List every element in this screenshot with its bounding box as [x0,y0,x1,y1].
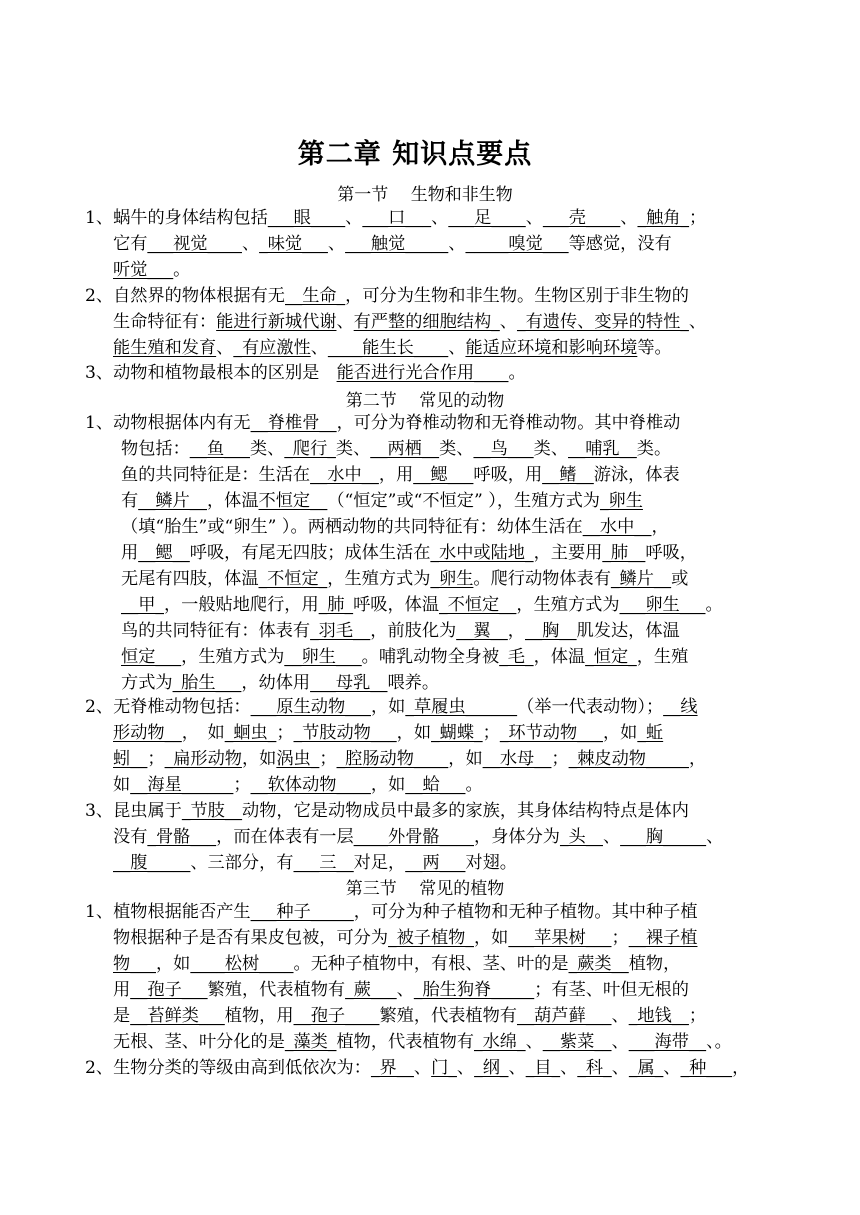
answer-blank: __水母__ [482,749,552,769]
answer-blank: _属_ [628,1058,664,1078]
text-run: ，前肢化为 [370,621,457,641]
answer-blank: 听觉___ [113,260,174,280]
text-run: ， [507,621,525,641]
text-run: ，可分为种子植物和无种子植物。其中种子植 [353,902,698,922]
text-run: 2、自然界的物体根据有无 [85,286,285,306]
answer-blank: __胸__ [524,621,577,641]
answer-blank: _界__ [370,1058,414,1078]
text-run: 类。 [636,439,672,459]
text-run: 3、动物和植物最根本的区别是 [85,363,337,383]
text-line [85,410,680,436]
answer-blank: ___原生动物___ [250,697,371,717]
answer-blank: _不恒定_ [258,569,328,589]
answer-blank: _扁形动物 [164,749,242,769]
text-run: 用 [121,543,139,563]
text-run: 、 [216,338,234,358]
answer-blank: _胎生___ [172,673,242,693]
text-line [121,540,697,566]
text-line [113,231,672,257]
answer-blank: _蕨类__ [568,954,629,974]
text-run: 、三部分，有 [190,853,294,873]
text-run: 1、蜗牛的身体结构包括 [85,208,268,228]
text-run: 等。 [637,338,672,358]
answer-blank: __翼__ [456,621,508,641]
text-run: ； [147,749,165,769]
answer-blank: __鳍__ [542,465,594,485]
text-line [85,360,526,386]
text-run: ，幼体用 [241,673,311,693]
text-run: 鸟的共同特征有：体表有 [121,621,311,641]
answer-blank: ___足____ [448,208,526,228]
text-line [85,899,698,925]
text-line [121,592,723,618]
text-line [121,644,688,670]
answer-blank: _节肢__ [181,801,243,821]
text-run: 、 [706,827,724,847]
answer-blank: 能否进行光合作用____ [336,363,509,383]
answer-blank: ___壳____ [542,208,621,228]
answer-blank: __哺乳__ [568,439,637,459]
text-run: 物根据种子是否有果皮包被，可分为 [113,928,389,948]
text-run: 。无种子植物中，有根、茎、叶的是 [293,954,569,974]
text-run: 或 [671,569,689,589]
text-line [85,798,689,824]
answer-blank: _毛_ [499,647,534,667]
text-run: 、 [499,312,517,332]
text-line [113,720,663,746]
text-run: 。 [508,363,526,383]
answer-blank: _肺__ [602,543,646,563]
answer-blank: __鸟___ [473,439,534,459]
text-run: 等感觉，没有 [568,234,672,254]
text-run: 、 [611,1032,629,1052]
text-run: 呼吸，体温 [353,595,440,615]
text-run: 没有 [113,827,148,847]
answer-blank: __生命_ [285,286,346,306]
answer-blank: ___触觉_____ [345,234,449,254]
text-run: ，如 [473,928,509,948]
answer-blank: _爬行_ [284,439,336,459]
answer-blank: __鱼___ [189,439,250,459]
text-run: ，生殖 [636,647,689,667]
answer-blank: __腹_____ [113,853,191,873]
answer-blank: __鳞片__ [138,491,207,511]
text-run: 有 [121,491,139,511]
answer-blank: _水中或陆地_ [430,543,534,563]
text-run: 呼吸，用 [473,465,543,485]
text-run: ，体温 [206,491,259,511]
answer-blank: ___母乳__ [310,673,388,693]
text-run: 、。 [706,1032,732,1052]
text-run: ， [688,749,707,769]
text-run: 。爬行动物体表有 [473,569,611,589]
answer-blank: __葫芦藓___ [516,1006,612,1026]
text-run: 植物，用 [224,1006,294,1026]
text-run: 对足， [353,853,406,873]
answer-blank: __孢子___ [130,980,208,1000]
text-run: ，而在体表有一层 [216,827,354,847]
answer-blank: _恒定_ [585,647,637,667]
text-line [113,824,723,850]
text-run: 植物，代表植物有 [336,1032,474,1052]
text-run: 、 [620,208,638,228]
text-run: 如 [113,775,131,795]
answer-blank: _胎生狗脊_____ [413,980,535,1000]
text-run: 、 [336,312,354,332]
answer-blank: 形动物__ [113,723,182,743]
text-line [85,1055,749,1081]
answer-blank: ___视觉____ [147,234,242,254]
text-run: 喂养。 [387,673,440,693]
text-run: ； [611,928,629,948]
text-run: 是 [113,1006,131,1026]
answer-blank: _被子植物_ [388,928,474,948]
text-line [85,694,698,720]
text-line [121,514,669,540]
text-run: 、 [448,234,466,254]
text-line [113,335,672,361]
text-line [113,977,689,1003]
answer-blank: __卵生___ [284,647,362,667]
answer-blank: __蛤___ [405,775,466,795]
text-run: 植物， [628,954,681,974]
answer-blank: 物___ [113,954,156,974]
answer-blank: _羽毛__ [310,621,371,641]
answer-blank: 能生殖和发育 [113,338,217,358]
text-run: 呼吸， [645,543,697,563]
answer-blank: __海星______ [130,775,234,795]
answer-blank: ____外骨骼____ [353,827,474,847]
answer-blank: _蛔虫_ [224,723,277,743]
text-run: 动物，它是动物成员中最多的家族，其身体结构特点是体内 [242,801,689,821]
text-run: 繁殖，代表植物有 [207,980,346,1000]
text-run: ，主要用 [533,543,603,563]
text-run: ，如 [602,723,638,743]
text-run: 肌发达，体温 [576,621,680,641]
answer-blank: __紫菜__ [542,1032,612,1052]
answer-blank: _环节动物___ [499,723,603,743]
answer-blank: _种___ [680,1058,733,1078]
answer-blank: _不恒定__ [439,595,517,615]
text-run: （举一代表动物）； [517,697,664,717]
text-run: ，如 [155,954,191,974]
text-run: ； [689,208,707,228]
answer-blank: _肺_ [318,595,354,615]
answer-blank: _目_ [525,1058,561,1078]
answer-blank: _触角_ [637,208,690,228]
answer-blank: _骨骼___ [147,827,217,847]
text-run: ； [482,723,500,743]
text-run: ； [319,749,337,769]
text-run: ，可分为脊椎动物和无脊椎动物。其中脊椎动 [336,413,681,433]
answer-blank: _卵生 [599,491,643,511]
answer-blank: ___胸_____ [620,827,707,847]
text-run: 、 [396,980,414,1000]
text-run: 无根、茎、叶分化的是 [113,1032,285,1052]
text-run: 生命特征有： [113,312,217,332]
answer-blank: __鳃__ [138,543,190,563]
text-run: ， [732,1058,750,1078]
text-run: 。 [173,260,191,280]
answer-blank: _藻类_ [284,1032,337,1052]
answer-blank: __水中__ [310,465,379,485]
text-run: 。哺乳动物全身被 [361,647,500,667]
answer-blank: _科_ [577,1058,612,1078]
text-run: ，身体分为 [474,827,560,847]
text-run: ；有茎、叶但无根的 [534,980,689,1000]
answer-blank: __甲_ [121,595,164,615]
answer-blank: ___三__ [293,853,354,873]
answer-blank: _草履虫______ [405,697,518,717]
answer-blank: 有严整的细胞结构_ [353,312,500,332]
section-heading: 第一节 生物和非生物 [337,185,513,205]
text-run: ，生殖方式为 [516,595,620,615]
answer-blank: ___卵生___ [619,595,706,615]
text-run: 物包括： [121,439,190,459]
answer-blank: 门_ [431,1058,457,1078]
text-run: ； [688,1006,707,1026]
page-title: 第二章 知识点要点 [297,139,533,170]
text-run: ，生殖方式为 [181,647,285,667]
answer-blank: __脊椎骨__ [250,413,337,433]
text-run: ，如 [396,723,432,743]
answer-blank: _____嗅觉___ [465,234,569,254]
text-run: ， [651,517,669,537]
text-run: 方式为 [121,673,173,693]
text-line [113,1029,732,1055]
text-run: ； [233,775,251,795]
answer-blank: __软体动物____ [250,775,371,795]
text-run: 呼吸，有尾无四肢；成体生活在 [189,543,431,563]
answer-blank: __苔鲜类___ [130,1006,225,1026]
text-run: ； [276,723,294,743]
text-line [121,618,680,644]
text-run: ，如 [241,749,277,769]
text-run: 2、生物分类的等级由高到低依次为： [85,1058,371,1078]
answer-blank: _蝴蝶_ [431,723,483,743]
text-run: 它有 [113,234,148,254]
text-run: 、 [560,1058,578,1078]
text-run: 、 [611,1006,629,1026]
text-line [113,951,680,977]
text-run: 、 [345,208,363,228]
answer-blank: __裸子植 [628,928,698,948]
text-line [121,488,643,514]
answer-blank: __两栖__ [370,439,440,459]
answer-blank: ____松树____ [190,954,294,974]
answer-blank: ___苹果树___ [508,928,612,948]
text-run: （填“胎生”或“卵生” ）。两栖动物的共同特征有：幼体生活在 [121,517,583,537]
text-run: 、 [310,338,328,358]
text-run: ，体温 [533,647,586,667]
answer-blank: ___眼____ [267,208,346,228]
text-run: ， 如 [181,723,225,743]
text-run: 。 [465,775,483,795]
answer-blank: 蚓__ [113,749,148,769]
text-run: 。 [705,595,723,615]
text-run: 游泳，体表 [593,465,680,485]
text-run: 、 [663,1058,681,1078]
text-run: ，如 [370,775,406,795]
text-run: 、 [327,234,346,254]
answer-blank: _纲_ [474,1058,509,1078]
answer-blank: __孢子____ [293,1006,380,1026]
text-line [113,850,517,876]
text-run: 、 [688,312,707,332]
text-run: 、 [602,827,621,847]
text-run: 、 [525,1032,543,1052]
text-run: ，如 [370,697,406,717]
text-run: 、 [611,1058,629,1078]
text-run: ； [551,749,569,769]
text-run: ，如 [448,749,483,769]
text-run: 类、 [249,439,285,459]
text-run: 、 [525,208,543,228]
answer-blank: _头__ [559,827,603,847]
text-run: 、 [431,208,449,228]
text-run: 3、昆虫属于 [85,801,182,821]
text-run: 1、动物根据体内有无 [85,413,251,433]
text-line [113,925,697,951]
answer-blank: ___海带__ [628,1032,707,1052]
text-line [85,283,689,309]
text-run: ，可分为生物和非生物。生物区别于非生物的 [345,286,689,306]
text-run: 、 [413,1058,432,1078]
text-line [121,462,680,488]
answer-blank: _蕨___ [345,980,397,1000]
text-run: ，用 [378,465,414,485]
text-run: 无尾有四肢，体温 [121,569,259,589]
section-heading: 第二节 常见的动物 [345,391,505,411]
text-run: 对翅。 [465,853,517,873]
answer-blank: __水中__ [582,517,652,537]
text-line [113,772,483,798]
text-run: 、 [448,338,466,358]
answer-blank: __鳃___ [413,465,474,485]
text-run: 用 [113,980,131,1000]
answer-blank: __线 [663,697,698,717]
text-run: 2、无脊椎动物包括： [85,697,251,717]
answer-blank: _味觉___ [259,234,328,254]
text-line [113,1003,706,1029]
answer-blank: _有应激性 [233,338,311,358]
answer-blank: 不恒定__ [258,491,328,511]
text-line [113,257,190,283]
answer-blank: _棘皮动物_____ [568,749,689,769]
text-line [121,566,688,592]
text-run: 繁殖，代表植物有 [379,1006,517,1026]
answer-blank: ____能生长____ [327,338,449,358]
text-line [85,205,706,231]
answer-blank: _腔肠动物____ [336,749,449,769]
text-run: 、 [456,1058,475,1078]
text-run: 鱼的共同特征是：生活在 [121,465,311,485]
answer-blank: _节肢动物___ [293,723,397,743]
section-heading: 第三节 常见的植物 [345,879,505,899]
text-line [113,746,706,772]
answer-blank: _地钱__ [628,1006,689,1026]
answer-blank: 能进行新城代谢 [216,312,337,332]
text-run: ，一般贴地爬行，用 [163,595,319,615]
text-line [113,309,706,335]
answer-blank: ___口___ [362,208,432,228]
text-run: 1、植物根据能否产生 [85,902,251,922]
answer-blank: _卵生 [430,569,474,589]
answer-blank: 恒定___ [121,647,182,667]
text-run: 类、 [439,439,474,459]
text-run: 类、 [533,439,569,459]
text-run: 、 [241,234,260,254]
text-run: 、 [508,1058,526,1078]
text-run: （“恒定”或“不恒定” ），生殖方式为 [327,491,600,511]
answer-blank: ___种子_____ [250,902,354,922]
text-line [121,436,671,462]
answer-blank: __两___ [405,853,466,873]
text-run: 类、 [335,439,371,459]
answer-blank: 能适应环境和影响环境 [465,338,638,358]
answer-blank: _有遗传、变异的特性_ [516,312,689,332]
text-run: ，生殖方式为 [327,569,431,589]
answer-blank: _水绵_ [473,1032,526,1052]
answer-blank: _蚯 [637,723,664,743]
answer-blank: _鳞片__ [610,569,672,589]
text-line [121,670,439,696]
answer-blank: 涡虫_ [276,749,320,769]
